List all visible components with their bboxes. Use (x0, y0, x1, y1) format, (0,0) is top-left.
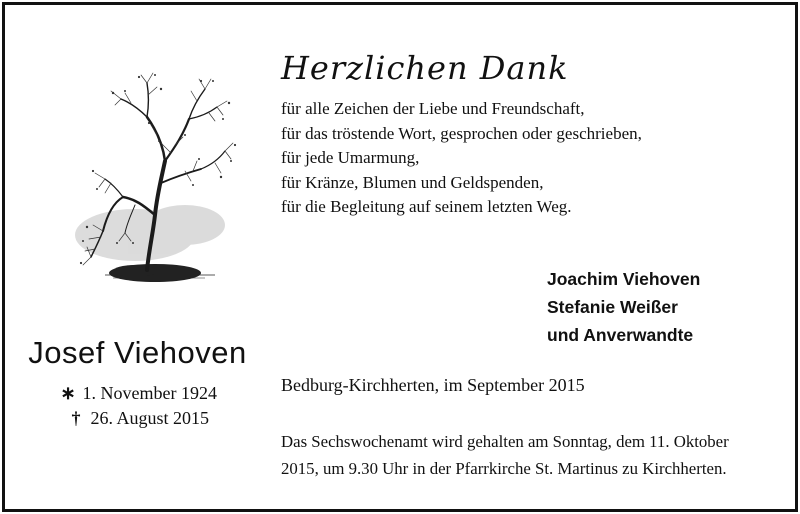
service-note-line: 2015, um 9.30 Uhr in der Pfarrkirche St. Martinus zu Kirchherten. (281, 459, 727, 478)
thank-you-heading: Herzlichen Dank (281, 49, 569, 87)
obituary-notice (2, 2, 798, 512)
signatory-name: und Anverwandte (547, 325, 694, 345)
bare-tree-icon (65, 65, 245, 305)
thanks-line: für Kränze, Blumen und Geldspenden, (281, 172, 544, 192)
birth-date-text: 1. November 1924 (82, 383, 217, 403)
death-date-text: 26. August 2015 (90, 408, 209, 428)
service-note-line: Das Sechswochenamt wird gehalten am Sonntag, dem 11. Oktober (281, 432, 729, 451)
birth-date (5, 383, 270, 404)
thanks-list (281, 97, 642, 220)
signatory-name: Stefanie Weißer (547, 297, 678, 317)
place-and-date: Bedburg-Kirchherten, im September 2015 (281, 375, 585, 395)
thanks-line: für alle Zeichen der Liebe und Freundschaft, (281, 99, 585, 118)
signatory-name: Joachim Viehoven (547, 269, 701, 289)
death-date (5, 408, 270, 429)
signatories (547, 265, 700, 349)
thanks-line: für jede Umarmung, (281, 148, 420, 168)
thanks-line: für die Begleitung auf seinem letzten Weg. (281, 197, 572, 217)
deceased-name: Josef Viehoven (28, 335, 247, 370)
birth-star-icon: ∗ (60, 383, 76, 403)
memorial-service-note (281, 428, 729, 482)
death-cross-icon: † (71, 408, 81, 428)
thanks-line: für das tröstende Wort, gesprochen oder geschrieben, (281, 123, 642, 143)
